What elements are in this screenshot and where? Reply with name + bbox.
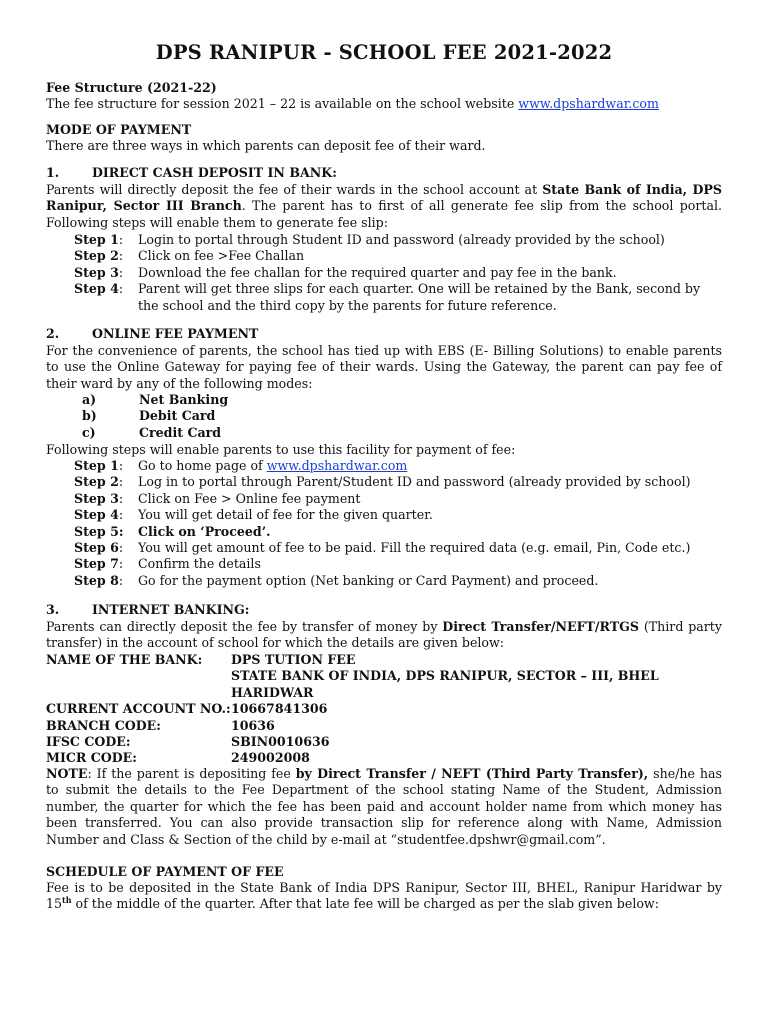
step-text: Click on ‘Proceed’. (138, 523, 271, 539)
step-label: Step 4 (74, 507, 119, 523)
payment-mode-label: Net Banking (139, 392, 229, 407)
section-2-step (74, 507, 722, 523)
note-paragraph (46, 766, 722, 848)
section-1-steps (74, 232, 722, 314)
bank-detail-key: BRANCH CODE: (46, 717, 161, 733)
home-page-link[interactable]: www.dpshardwar.com (266, 458, 408, 473)
step-label: Step 1 (74, 232, 119, 247)
bank-detail-row (46, 734, 722, 750)
step-text-part: Go to home page of (138, 458, 267, 473)
bank-detail-row (46, 652, 722, 668)
section-3-title: INTERNET BANKING: (92, 602, 250, 617)
section-1-number: 1. (46, 165, 60, 180)
mode-of-payment-heading: MODE OF PAYMENT (46, 122, 192, 137)
schedule-text-b: of the middle of the quarter. After that late fee will be charged as per the slab given below: (71, 896, 659, 912)
section-3-transfer-methods: Direct Transfer/NEFT/RTGS (442, 619, 639, 634)
step-text: Confirm the details (138, 556, 261, 572)
step-separator: : (118, 248, 124, 264)
schedule-text-a: Fee is to be deposited in the State Bank of India DPS Ranipur, Sector III, BHEL, Ranipur Haridwar by 15 (46, 880, 722, 912)
step-separator: : (118, 458, 124, 473)
step-text: You will get amount of fee to be paid. Fill the required data (e.g. email, Pin, Code etc.) (138, 540, 691, 556)
section-1-bank-name: State Bank of India, DPS Ranipur, Sector III Branch (46, 182, 722, 214)
step-separator: : (118, 264, 124, 280)
payment-mode (82, 392, 382, 408)
section-2-number: 2. (46, 326, 60, 341)
section-2-step (74, 458, 722, 474)
step-label: Step 3 (74, 490, 119, 506)
schedule-heading: SCHEDULE OF PAYMENT OF FEE (46, 864, 284, 879)
step-text: Log in to portal through Parent/Student ID and password (already provided by school) (138, 474, 691, 490)
step-label: Step 7 (74, 556, 119, 572)
note-text-a: : If the parent is depositing fee (87, 766, 296, 781)
bank-detail-key: CURRENT ACCOUNT NO.: (46, 701, 231, 717)
bank-detail-key: NAME OF THE BANK: (46, 652, 203, 667)
section-2-steps-intro: Following steps will enable parents to use this facility for payment of fee: (46, 442, 516, 457)
bank-detail-key: IFSC CODE: (46, 734, 131, 750)
step-text: Login to portal through Student ID and password (already provided by the school) (138, 232, 665, 247)
section-1-step (74, 232, 722, 248)
payment-modes-list (82, 392, 382, 441)
section-3-paragraph (46, 619, 722, 652)
section-2-steps (74, 458, 722, 589)
section-1-title: DIRECT CASH DEPOSIT IN BANK: (92, 165, 337, 180)
bank-details-table (46, 652, 722, 767)
step-label: Step 2 (74, 248, 119, 264)
school-website-link[interactable]: www.dpshardwar.com (518, 96, 659, 112)
step-label: Step 6 (74, 540, 119, 556)
note-label: NOTE (46, 766, 88, 781)
step-text: You will get detail of fee for the given quarter. (138, 507, 433, 523)
step-label: Step 2 (74, 474, 119, 490)
section-1-heading (46, 165, 722, 181)
section-1-text-b: . The parent has to first of all generate fee slip from the school portal. Following steps will enable them to generate fee slip: (46, 198, 722, 230)
section-3-heading (46, 602, 722, 618)
step-separator: : (118, 232, 124, 247)
page-title: DPS RANIPUR - SCHOOL FEE 2021-2022 (155, 41, 613, 64)
section-2-step (74, 474, 722, 490)
section-2-paragraph: For the convenience of parents, the school has tied up with EBS (E- Billing Solutions) to enable parents to use the Online Gateway for paying fee of their wards. Using the Gateway, the parent can pay fee of their ward by any of the following modes: (46, 343, 722, 391)
payment-mode-key: a) (82, 392, 97, 407)
step-text (138, 458, 722, 474)
section-1-text-a: Parents will directly deposit the fee of their wards in the school account at (46, 182, 543, 197)
schedule-ordinal-suffix: th (62, 895, 72, 906)
bank-detail-value: 10636 (231, 717, 275, 733)
section-3-text-b: (Third party transfer) in the account of school for which the details are given below: (46, 619, 722, 651)
fee-structure-block (46, 80, 722, 113)
step-label: Step 5: (74, 523, 124, 539)
section-3-text-a: Parents can directly deposit the fee by transfer of money by (46, 619, 443, 634)
payment-mode-key: c) (82, 424, 96, 440)
fee-structure-heading: Fee Structure (2021-22) (46, 80, 217, 95)
bank-detail-key (46, 668, 231, 701)
step-text: Parent will get three slips for each quarter. One will be retained by the Bank, second by the school and the third copy by the parents for future reference. (138, 281, 701, 313)
step-label: Step 4 (74, 281, 119, 297)
fee-structure-text (46, 96, 722, 112)
step-label: Step 8 (74, 572, 119, 588)
step-separator: : (118, 540, 124, 556)
step-text: Click on fee >Fee Challan (138, 248, 305, 264)
step-text: Click on Fee > Online fee payment (138, 490, 361, 506)
bank-detail-value: DPS TUTION FEE (231, 652, 356, 667)
bank-detail-value: 10667841306 (231, 701, 328, 717)
bank-detail-row (46, 701, 722, 717)
bank-detail-value: STATE BANK OF INDIA, DPS RANIPUR, SECTOR – III, BHEL HARIDWAR (231, 668, 659, 700)
step-separator: : (118, 507, 124, 523)
note-text-b: she/he has to submit the details to the Fee Department of the school stating Name of the Student, Admission number, the quarter for which the fee has been paid and account holder name from which money has been transferred. You can also provide transaction slip for reference along with Name, Admission Number and Class & Section of the child by e-mail at “studentfee.dpshwr@gmail.com”. (46, 766, 722, 847)
fee-structure-sentence: The fee structure for session 2021 – 22 is available on the school website (46, 96, 519, 112)
step-separator: : (118, 474, 124, 490)
step-label: Step 1 (74, 458, 119, 473)
step-label: Step 3 (74, 264, 119, 280)
step-separator: : (118, 572, 124, 588)
section-2-heading (46, 326, 722, 342)
section-2-step (74, 540, 722, 556)
payment-mode (82, 425, 382, 441)
step-text: Download the fee challan for the required quarter and pay fee in the bank. (138, 264, 617, 280)
bank-detail-key: MICR CODE: (46, 750, 137, 766)
section-2-title: ONLINE FEE PAYMENT (92, 326, 259, 341)
step-separator: : (118, 556, 124, 572)
section-1-step (74, 265, 722, 281)
section-2-step (74, 491, 722, 507)
payment-mode (82, 408, 382, 424)
section-2-step (74, 573, 722, 589)
bank-detail-row (46, 750, 722, 766)
step-separator: : (118, 281, 124, 297)
section-1-step (74, 248, 722, 264)
bank-detail-row (46, 718, 722, 734)
section-2-step (74, 556, 722, 572)
bank-detail-value: 249002008 (231, 750, 310, 766)
bank-detail-value: SBIN0010636 (231, 734, 330, 750)
payment-mode-key: b) (82, 408, 97, 424)
section-1-paragraph (46, 182, 722, 231)
step-separator: : (118, 490, 124, 506)
section-2-step (74, 524, 722, 540)
payment-mode-label: Credit Card (139, 424, 222, 440)
schedule-paragraph (46, 880, 722, 913)
mode-of-payment-text: There are three ways in which parents can deposit fee of their ward. (46, 138, 486, 154)
note-transfer-method: by Direct Transfer / NEFT (Third Party Transfer), (295, 766, 649, 781)
mode-of-payment-block (46, 122, 722, 155)
section-3-number: 3. (46, 602, 60, 617)
step-text: Go for the payment option (Net banking or Card Payment) and proceed. (138, 572, 599, 588)
payment-mode-label: Debit Card (139, 408, 216, 424)
bank-detail-row (46, 668, 722, 701)
section-1-step (74, 281, 722, 314)
